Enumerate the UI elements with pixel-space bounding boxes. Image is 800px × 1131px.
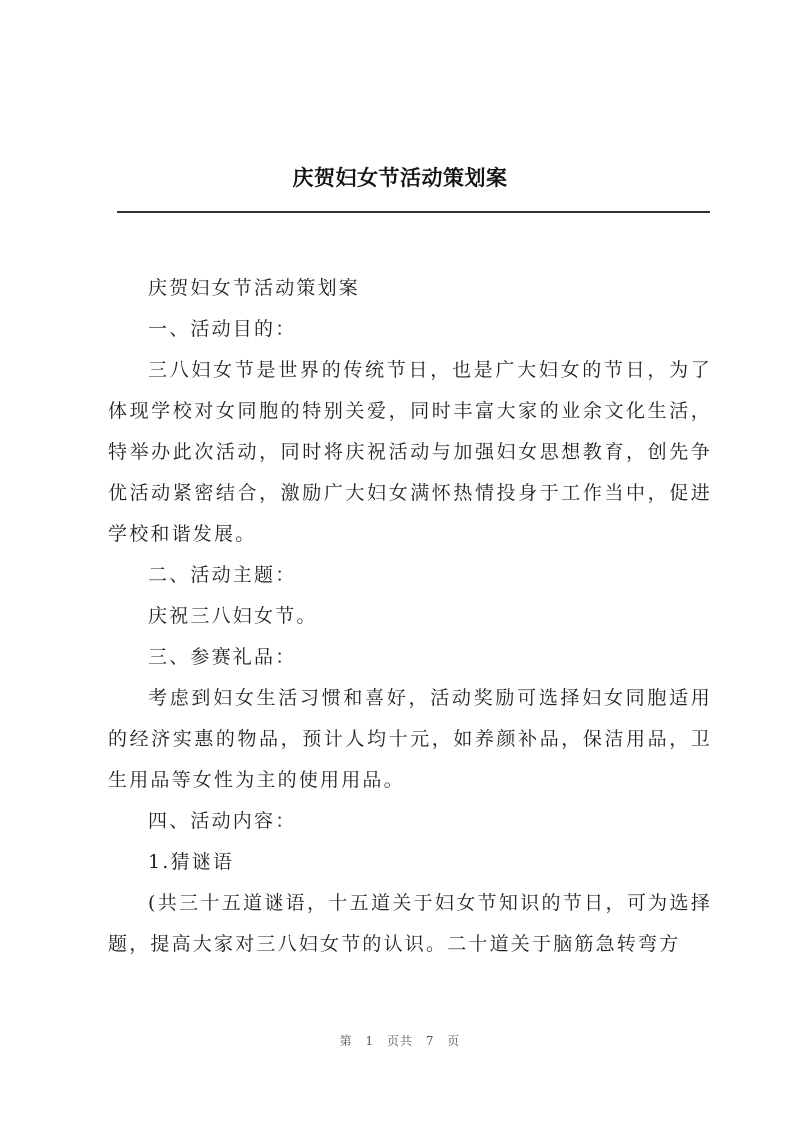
paragraph: 考虑到妇女生活习惯和喜好，活动奖励可选择妇女同胞适用的经济实惠的物品，预计人均十元，如养颜补品，保洁用品，卫生用品等女性为主的使用用品。 <box>108 687 712 791</box>
document-body <box>108 268 712 965</box>
paragraph: 庆贺妇女节活动策划案 <box>148 277 361 299</box>
footer-prefix: 第 <box>339 1034 353 1048</box>
paragraph: 三八妇女节是世界的传统节日，也是广大妇女的节日，为了体现学校对女同胞的特别关爱，同时丰富大家的业余文化生活，特举办此次活动，同时将庆祝活动与加强妇女思想教育，创先争优活动紧密结合，激励广大妇女满怀热情投身于工作当中，促进学校和谐发展。 <box>108 359 712 545</box>
section-heading: 一、活动目的： <box>148 318 297 340</box>
footer-suffix: 页 <box>447 1034 461 1048</box>
page-footer <box>0 1032 800 1049</box>
paragraph: 庆祝三八妇女节。 <box>148 605 318 627</box>
footer-total-pages: 7 <box>425 1034 435 1048</box>
footer-middle: 页共 <box>386 1034 413 1048</box>
section-heading: 二、活动主题： <box>148 564 297 586</box>
title-divider <box>117 211 710 213</box>
footer-current-page: 1 <box>365 1034 375 1048</box>
section-heading: 三、参赛礼品： <box>148 646 297 668</box>
section-heading: 四、活动内容： <box>148 810 297 832</box>
paragraph: (共三十五道谜语，十五道关于妇女节知识的节日，可为选择题，提高大家对三八妇女节的认识。二十道关于脑筋急转弯方 <box>108 892 712 955</box>
subsection-heading: 1.猜谜语 <box>148 851 235 873</box>
document-title: 庆贺妇女节活动策划案 <box>292 165 508 190</box>
